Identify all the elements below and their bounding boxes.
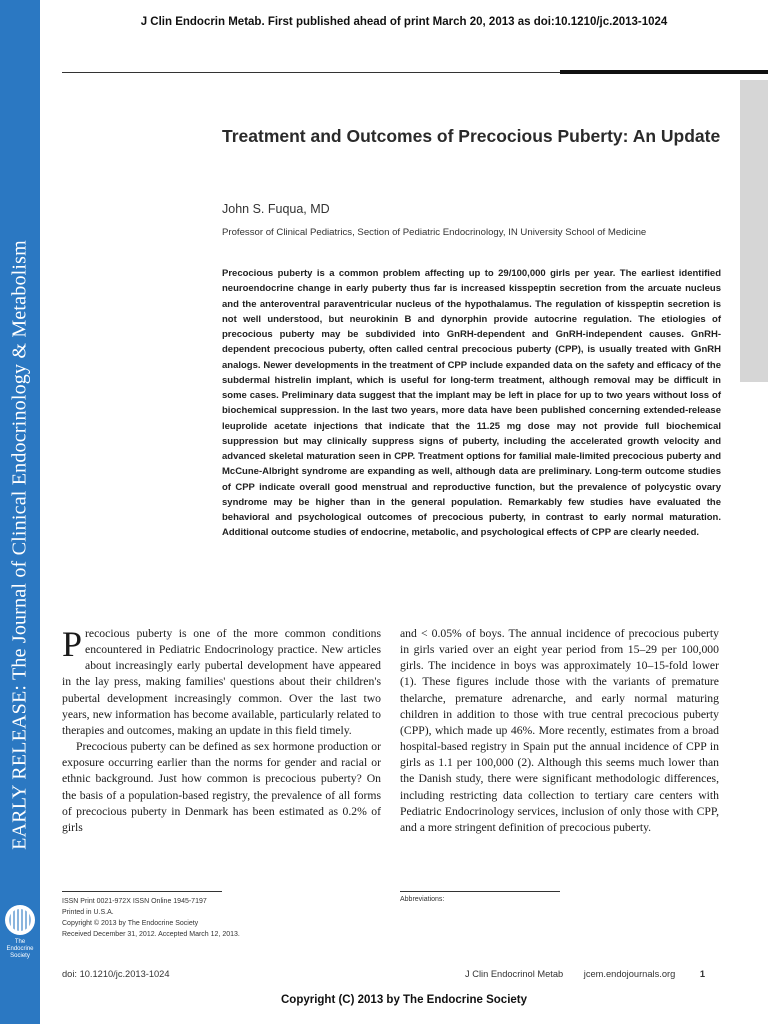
issn-line: ISSN Print 0021-972X ISSN Online 1945-7197 [62,898,207,905]
body-column-left [62,626,381,836]
publication-footnotes [62,896,240,940]
footer-journal-info [465,969,705,979]
article-title: Treatment and Outcomes of Precocious Puberty: An Update [222,126,721,146]
footer-journal: J Clin Endocrinol Metab [465,969,564,979]
intro-paragraph-text: recocious puberty is one of the more common conditions encountered in Pediatric Endocrinology practice. New articles about increasingly early pubertal development have appeared in the lay press, making families' questions about their children's pubertal development increasingly common. Over the last two years, new information has become available, particularly related to therapies and outcomes, making an update in this field timely. [62,627,381,737]
definition-paragraph: Precocious puberty can be defined as sex hormone production or exposure occurring earlier than the norms for gender and racial or ethnic background. Just how common is precocious puberty? On the basis of a population-based registry, the prevalence of all forms of precocious puberty in Denmark has been estimated as 0.2% of girls [62,740,381,834]
page-copyright: Copyright (C) 2013 by The Endocrine Society [280,994,528,1006]
article-author: John S. Fuqua, MD [222,202,330,216]
footer-doi: doi: 10.1210/jc.2013-1024 [62,969,170,979]
received-line: Received December 31, 2012. Accepted March 12, 2013. [62,931,240,938]
header-rule-thick [560,70,768,74]
endocrine-society-logo [3,905,37,983]
copyright-line: Copyright © 2013 by The Endocrine Society [62,920,199,927]
footnote-rule-left [62,891,222,892]
intro-paragraph [62,626,381,739]
incidence-paragraph: and < 0.05% of boys. The annual incidence of precocious puberty in girls varied over an eight year period from 15–29 per 100,000 girls. The incidence in boys was approximately 10–15-fold lower (1). These figures include those with the variants of premature thelarche, premature adrenarche, and early normal maturing children in addition to those with true central precocious puberty (CPP), which made up 46%. More recently, estimates from a broad hospital-based registry in Spain put the annual incidence of CPP in girls as 1.1 per 100,000 (2). Although this seems much lower than the Danish study, there were significant methodologic differences, including restricting data collection to tertiary care centers with Pediatric Endocrinology services, inclusion of only those with CPP, and a more stringent definition of precocious puberty. [400,627,719,834]
sidebar-journal-name: EARLY RELEASE: The Journal of Clinical Endocrinology & Metabolism [8,240,31,850]
footer-website[interactable]: jcem.endojournals.org [583,969,676,979]
publication-banner: J Clin Endocrin Metab. First published ahead of print March 20, 2013 as doi:10.1210/jc.2013-1024 [140,16,668,28]
page-number: 1 [699,969,706,979]
abbreviations-footnote: Abbreviations: [400,896,445,903]
author-affiliation: Professor of Clinical Pediatrics, Section of Pediatric Endocrinology, IN University School of Medicine [222,227,647,238]
journal-sidebar [0,0,40,1024]
header-rule-thin [62,72,562,73]
body-column-right [400,626,719,836]
grey-side-tab [740,80,768,382]
article-abstract: Precocious puberty is a common problem affecting up to 29/100,000 girls per year. The earliest identified neuroendocrine change in early puberty thus far is increased kisspeptin secretion from the arcuate nucleus and the anteroventral paraventricular nucleus of the hypothalamus. The regulation of kisspeptin secretion is not well understood, but neurokinin B and dynorphin provide autocrine regulation. The etiologies of precocious puberty may be subdivided into GnRH-dependent and GnRH-independent causes. GnRH-dependent precocious puberty, often called central precocious puberty (CPP), is usually treated with GnRH analogs. Newer developments in the treatment of CPP include expanded data on the safety and efficacy of the subdermal histrelin implant, which is useful for long-term treatment, although removal may be difficult in some cases. Preliminary data suggest that the implant may be left in place for up to two years without loss of biochemical suppression. In the last two years, more data have been published concerning extended-release leuprolide acetate injections that indicate that the 11.25 mg dose may not provide full biochemical suppression but may clinically suppress signs of puberty, including the accelerated growth velocity and advanced skeletal maturation seen in CPP. Treatment options for familial male-limited precocious puberty and McCune-Albright syndrome are expanding as well, although data are preliminary. Long-term outcome studies of CPP indicate overall good menstrual and reproductive function, but the prevalence of polycystic ovary syndrome may be higher than in the general population. Remarkably few studies have evaluated the behavioral and psychological outcomes of precocious puberty, in contrast to early normal maturation. Additional outcome studies of endocrine, metabolic, and psychological effects of CPP are clearly needed. [222,268,721,539]
society-logo-icon [5,905,35,935]
drop-cap: P [62,624,83,664]
footnote-rule-right [400,891,560,892]
logo-text: The Endocrine Society [6,939,34,959]
printed-line: Printed in U.S.A. [62,909,114,916]
